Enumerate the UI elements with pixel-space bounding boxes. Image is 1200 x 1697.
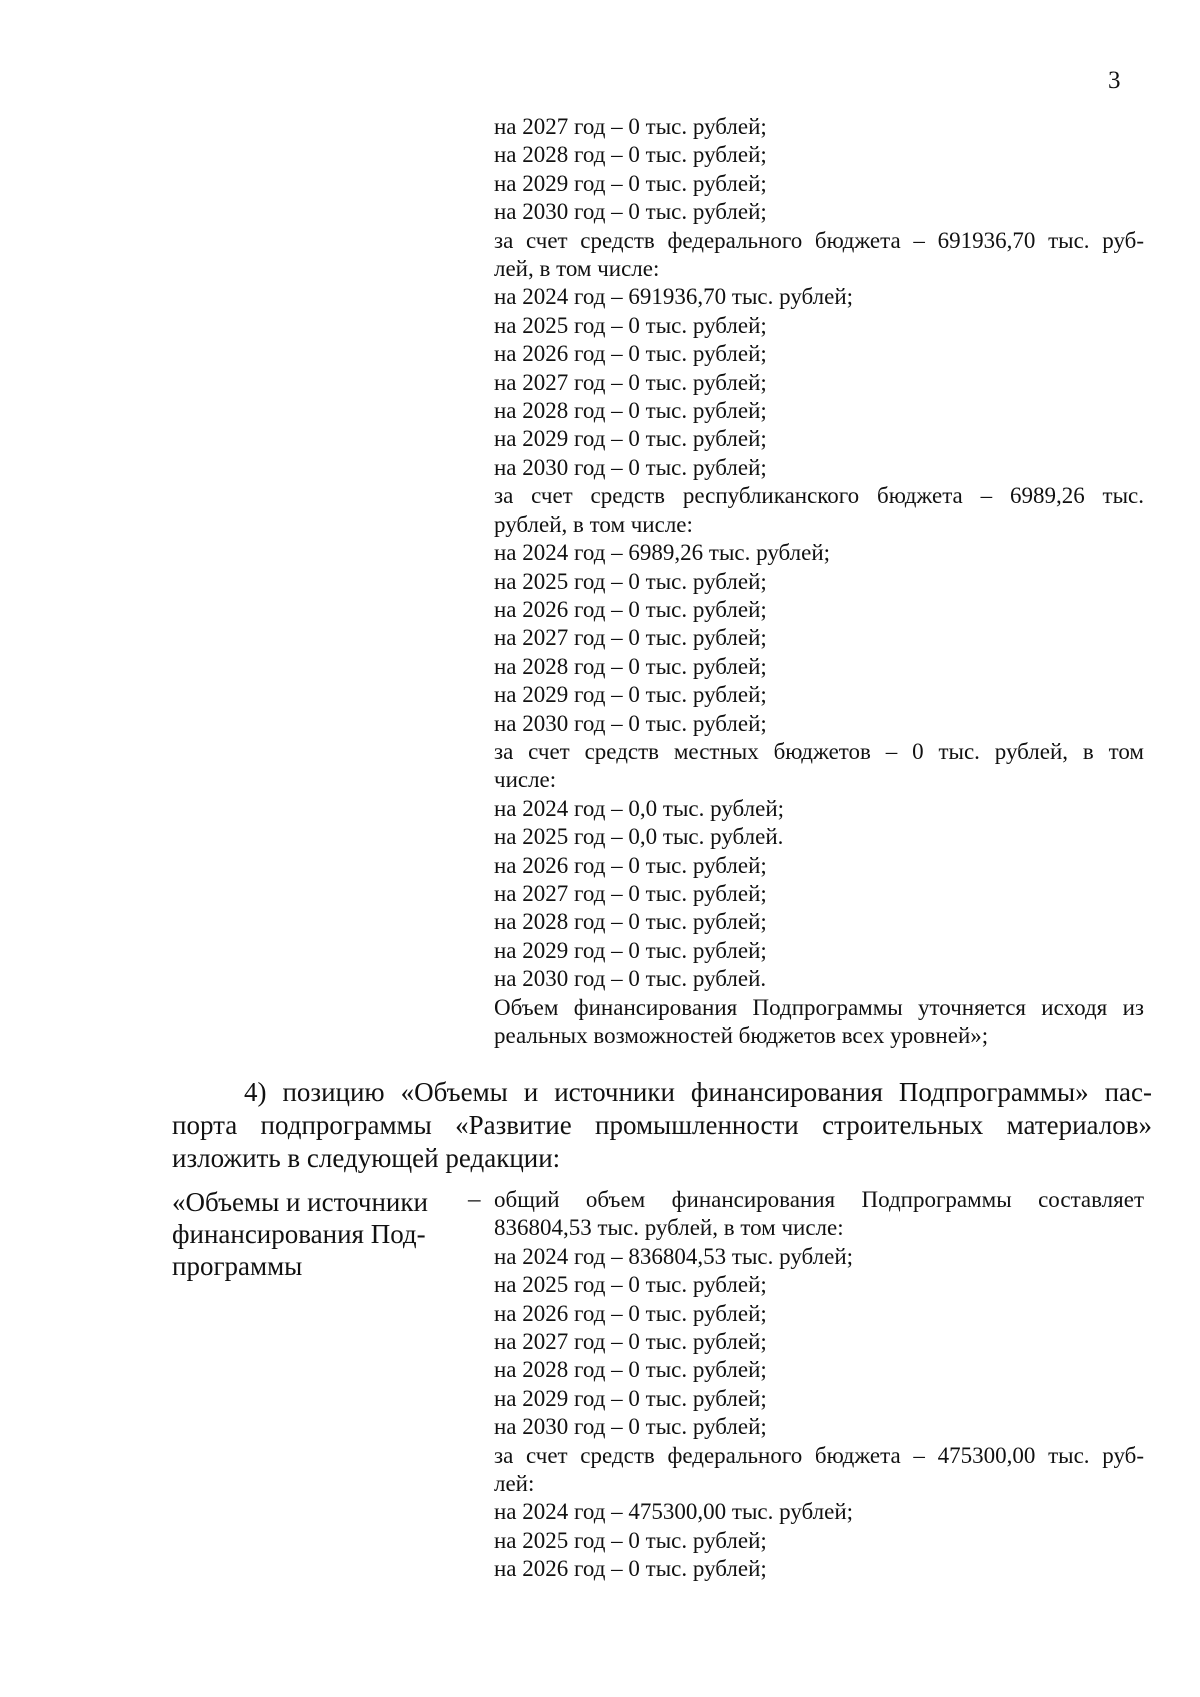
passport-label-line: программы xyxy=(172,1251,303,1281)
federal-budget-heading-cont: лей: xyxy=(494,1471,535,1497)
year-line: на 2030 год – 0 тыс. рублей; xyxy=(494,1414,767,1440)
republic-budget-heading-cont: рублей, в том числе: xyxy=(494,511,693,537)
year-line: на 2028 год – 0 тыс. рублей; xyxy=(494,398,767,424)
year-line: на 2024 год – 475300,00 тыс. рублей; xyxy=(494,1499,854,1525)
year-line: на 2027 год – 0 тыс. рублей; xyxy=(494,880,767,906)
year-line: на 2025 год – 0 тыс. рублей; xyxy=(494,1527,767,1553)
funding-note: Объем финансирования Подпрограммы уточняется исходя из xyxy=(494,994,1144,1020)
year-line: на 2030 год – 0 тыс. рублей; xyxy=(494,710,767,736)
year-line: на 2029 год – 0 тыс. рублей; xyxy=(494,170,767,196)
year-line: на 2027 год – 0 тыс. рублей; xyxy=(494,1329,767,1355)
year-line: на 2024 год – 836804,53 тыс. рублей; xyxy=(494,1243,854,1269)
federal-budget-heading: за счет средств федерального бюджета – 691936,70 тыс. руб- xyxy=(494,227,1144,253)
year-line: на 2026 год – 0 тыс. рублей; xyxy=(494,341,767,367)
year-line: на 2024 год – 0,0 тыс. рублей; xyxy=(494,795,785,821)
item-4-line: 4) позицию «Объемы и источники финансирования Подпрограммы» пас- xyxy=(244,1077,1152,1107)
item-4-line: порта подпрограммы «Развитие промышленности строительных материалов» xyxy=(172,1110,1152,1140)
local-budget-heading: за счет средств местных бюджетов – 0 тыс. рублей, в том xyxy=(494,738,1144,764)
federal-budget-heading-cont: лей, в том числе: xyxy=(494,256,660,282)
year-line: на 2028 год – 0 тыс. рублей; xyxy=(494,142,767,168)
year-line: на 2030 год – 0 тыс. рублей. xyxy=(494,966,767,992)
year-line: на 2029 год – 0 тыс. рублей; xyxy=(494,1385,767,1411)
year-line: на 2025 год – 0 тыс. рублей; xyxy=(494,568,767,594)
passport-label xyxy=(172,1186,462,1282)
year-line: на 2029 год – 0 тыс. рублей; xyxy=(494,426,767,452)
passport-value xyxy=(494,1186,1144,1584)
item-4-paragraph xyxy=(172,1076,1152,1175)
passport-dash: – xyxy=(468,1186,481,1213)
year-line: на 2025 год – 0 тыс. рублей; xyxy=(494,312,767,338)
page-number: 3 xyxy=(1108,67,1121,94)
top-funding-block xyxy=(494,113,1144,1050)
year-line: на 2030 год – 0 тыс. рублей; xyxy=(494,199,767,225)
total-funding-heading-cont: 836804,53 тыс. рублей, в том числе: xyxy=(494,1215,844,1241)
passport-label-line: финансирования Под- xyxy=(172,1219,426,1249)
year-line: на 2025 год – 0,0 тыс. рублей. xyxy=(494,824,784,850)
year-line: на 2028 год – 0 тыс. рублей; xyxy=(494,653,767,679)
funding-note-cont: реальных возможностей бюджетов всех уровней»; xyxy=(494,1023,989,1048)
year-line: на 2026 год – 0 тыс. рублей; xyxy=(494,852,767,878)
year-line: на 2026 год – 0 тыс. рублей; xyxy=(494,1556,767,1582)
federal-budget-heading: за счет средств федерального бюджета – 475300,00 тыс. руб- xyxy=(494,1442,1144,1468)
total-funding-heading: общий объем финансирования Подпрограммы составляет xyxy=(494,1187,1144,1212)
year-line: на 2029 год – 0 тыс. рублей; xyxy=(494,682,767,708)
year-line: на 2028 год – 0 тыс. рублей; xyxy=(494,1357,767,1383)
item-4-line: изложить в следующей редакции: xyxy=(172,1143,561,1173)
year-line: на 2027 год – 0 тыс. рублей; xyxy=(494,625,767,651)
republic-budget-heading: за счет средств республиканского бюджета – 6989,26 тыс. xyxy=(494,483,1144,509)
year-line: на 2027 год – 0 тыс. рублей; xyxy=(494,114,767,139)
year-line: на 2024 год – 6989,26 тыс. рублей; xyxy=(494,540,831,566)
year-line: на 2030 год – 0 тыс. рублей; xyxy=(494,454,767,480)
year-line: на 2026 год – 0 тыс. рублей; xyxy=(494,1300,767,1326)
year-line: на 2029 год – 0 тыс. рублей; xyxy=(494,937,767,963)
year-line: на 2027 год – 0 тыс. рублей; xyxy=(494,369,767,395)
local-budget-heading-cont: числе: xyxy=(494,767,557,793)
year-line: на 2028 год – 0 тыс. рублей; xyxy=(494,909,767,935)
year-line: на 2026 год – 0 тыс. рублей; xyxy=(494,596,767,622)
year-line: на 2025 год – 0 тыс. рублей; xyxy=(494,1272,767,1298)
passport-label-line: «Объемы и источники xyxy=(172,1187,428,1217)
year-line: на 2024 год – 691936,70 тыс. рублей; xyxy=(494,284,854,310)
